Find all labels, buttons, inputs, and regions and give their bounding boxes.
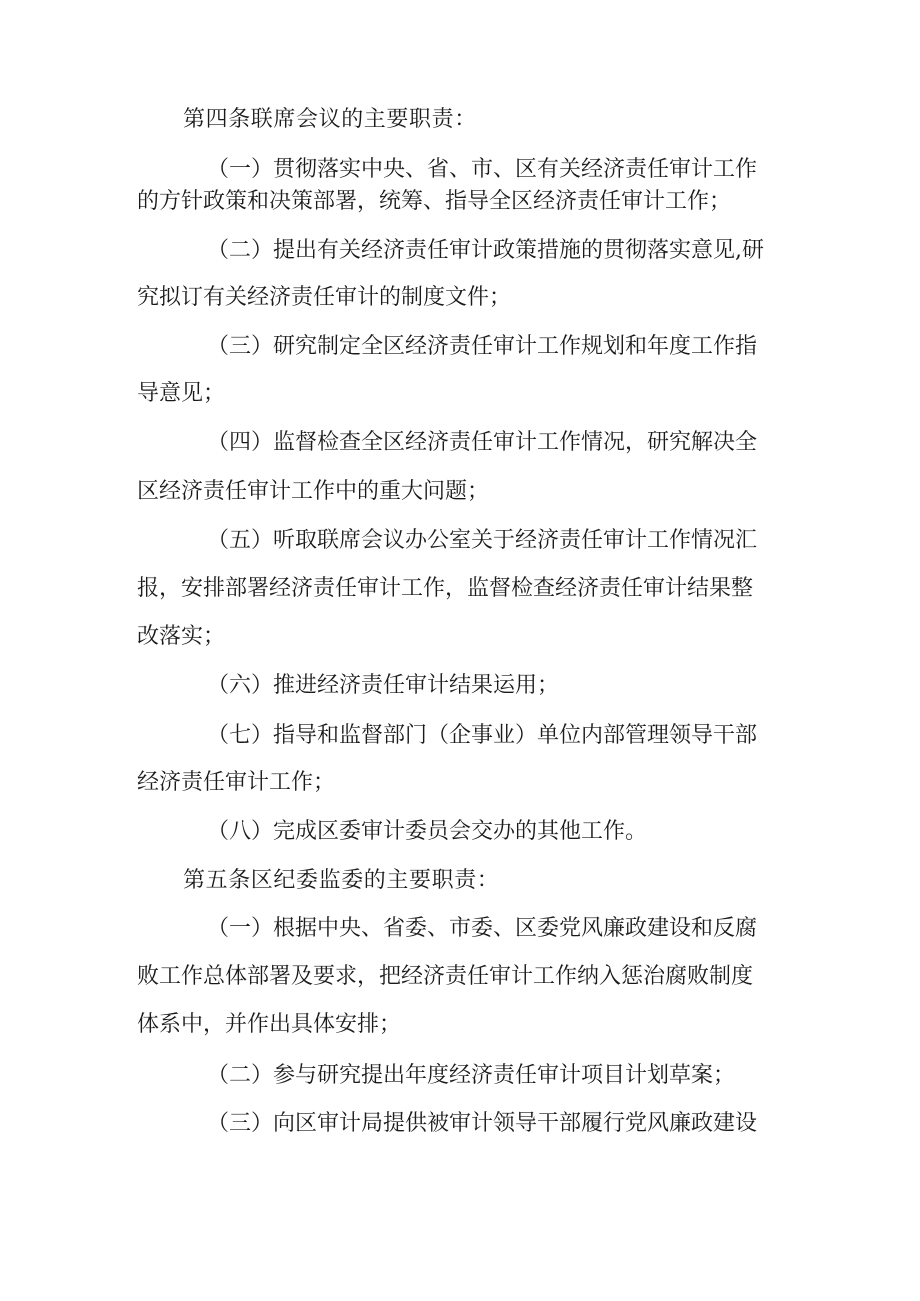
article-4-item-3-line-2: 导意见； bbox=[137, 381, 226, 406]
article-4-item-5-line-1: （五）听取联席会议办公室关于经济责任审计工作情况汇 bbox=[207, 528, 758, 553]
article-5-item-1-line-1: （一）根据中央、省委、市委、区委党风廉政建设和反腐 bbox=[207, 916, 758, 941]
article-4-item-8: （八）完成区委审计委员会交办的其他工作。 bbox=[207, 819, 648, 844]
article-5-item-1-line-2: 败工作总体部署及要求，把经济责任审计工作纳入惩治腐败制度 bbox=[137, 964, 754, 989]
article-5-item-1-line-3: 体系中，并作出具体安排； bbox=[137, 1012, 402, 1037]
article-4-item-5-line-2: 报，安排部署经济责任审计工作，监督检查经济责任审计结果整 bbox=[137, 576, 754, 601]
article-4-item-4-line-2: 区经济责任审计工作中的重大问题； bbox=[137, 479, 490, 504]
article-5-item-3-line-1: （三）向区审计局提供被审计领导干部履行党风廉政建设 bbox=[207, 1111, 758, 1136]
article-4-item-5-line-3: 改落实； bbox=[137, 624, 226, 649]
article-4-item-2-line-1: （二）提出有关经济责任审计政策措施的贯彻落实意见,研 bbox=[207, 238, 764, 263]
article-4-item-6: （六）推进经济责任审计结果运用； bbox=[207, 673, 560, 698]
article-4-item-2-line-2: 究拟订有关经济责任审计的制度文件； bbox=[137, 285, 512, 310]
article-4-item-7-line-1: （七）指导和监督部门（企事业）单位内部管理领导干部 bbox=[207, 723, 758, 748]
article-4-heading: 第四条联席会议的主要职责： bbox=[183, 107, 477, 132]
article-4-item-1-line-1: （一）贯彻落实中央、省、市、区有关经济责任审计工作 bbox=[207, 157, 758, 182]
article-4-item-7-line-2: 经济责任审计工作； bbox=[137, 770, 336, 795]
article-4-item-4-line-1: （四）监督检查全区经济责任审计工作情况，研究解决全 bbox=[207, 430, 758, 455]
article-5-item-2: （二）参与研究提出年度经济责任审计项目计划草案； bbox=[207, 1063, 736, 1088]
article-5-heading: 第五条区纪委监委的主要职责： bbox=[183, 868, 500, 893]
article-4-item-3-line-1: （三）研究制定全区经济责任审计工作规划和年度工作指 bbox=[207, 334, 758, 359]
article-4-item-1-line-2: 的方针政策和决策部署，统筹、指导全区经济责任审计工作； bbox=[137, 189, 732, 214]
